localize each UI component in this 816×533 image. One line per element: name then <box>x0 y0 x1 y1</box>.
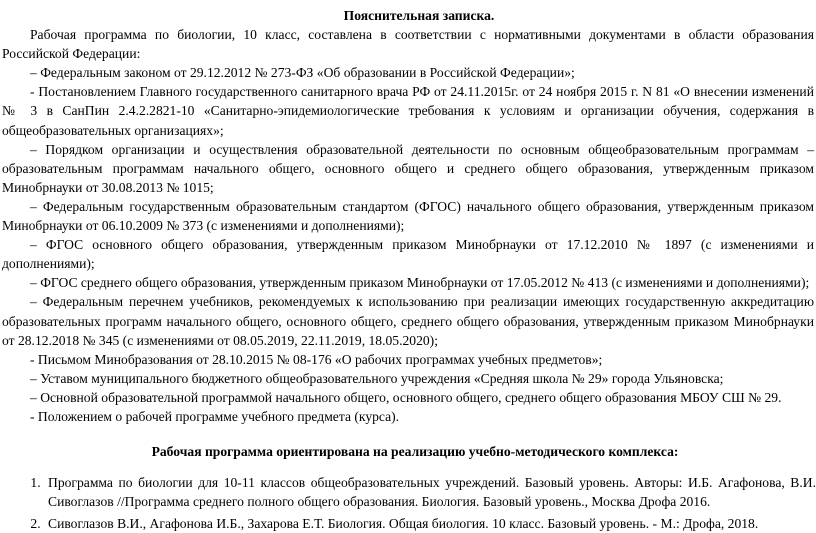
legal-basis-item: - Письмом Минобразования от 28.10.2015 № 08-176 «О рабочих программах учебных предметов»; <box>30 351 603 367</box>
legal-basis-item: – Основной образовательной программой начального общего, основного общего, среднего общего образования МБОУ СШ № 29. <box>30 389 782 405</box>
legal-basis-item: - Постановлением Главного государственного санитарного врача РФ от 24.11.2015г. от 24 ноября 2015 г. N 81 «О внесении изменений № 3 в СанПин 2.4.2.2821-10 «Санитарно-эпидемиологические требования к условиям и организации обучения, содержания в общеобразовательных организациях»; <box>2 84 814 138</box>
legal-basis-item: – Уставом муниципального бюджетного общеобразовательного учреждения «Средняя школа № 29» города Ульяновска; <box>30 370 724 386</box>
reference-list <box>0 473 816 533</box>
legal-basis-item: – Федеральным перечнем учебников, рекомендуемых к использованию при реализации имеющих государственную аккредитацию образовательных программ начального общего, основного общего, среднего общего образования, утвержденным приказом Минобрнауки от 28.12.2018 № 345 (с изменениями от 08.05.2019, 22.11.2019, 18.05.2020); <box>2 294 814 348</box>
legal-basis-item: – Федеральным законом от 29.12.2012 № 273-ФЗ «Об образовании в Российской Федерации»; <box>30 65 575 81</box>
reference-item: 2. Сивоглазов В.И., Агафонова И.Б., Захарова Е.Т. Биология. Общая биология. 10 класс. Базовый уровень. - М.: Дрофа, 2018. <box>44 514 816 533</box>
legal-basis-item: – Порядком организации и осуществления образовательной деятельности по основным общеобразовательным программам – образовательным программам начального общего, основного общего и среднего общего образования, утвержденным приказом Минобрнауки от 30.08.2013 № 1015; <box>2 141 814 195</box>
legal-basis-item: - Положением о рабочей программе учебного предмета (курса). <box>30 408 400 424</box>
legal-basis-item: – ФГОС среднего общего образования, утвержденным приказом Минобрнауки от 17.05.2012 № 413 (с изменениями и дополнениями); <box>30 275 810 291</box>
legal-basis-item: – ФГОС основного общего образования, утвержденным приказом Минобрнауки от 17.12.2010 № 1897 (с изменениями и дополнениями); <box>2 237 814 272</box>
section-subtitle: Рабочая программа ориентирована на реализацию учебно-методического комплекса: <box>151 444 679 460</box>
legal-basis-item: – Федеральным государственным образовательным стандартом (ФГОС) начального общего образования, утвержденным приказом Минобрнауки от 06.10.2009 № 373 (с изменениями и дополнениями); <box>2 198 814 234</box>
document-page <box>0 6 816 533</box>
intro-paragraph: Рабочая программа по биологии, 10 класс, составлена в соответствии с нормативными документами в области образования Российской Федерации: <box>2 27 814 62</box>
reference-item: 1. Программа по биологии для 10-11 классов общеобразовательных учреждений. Базовый уровень. Авторы: И.Б. Агафонова, В.И. Сивоглазов //Программа среднего полного общего образования. Биология. Базовый уровень., Москва Дрофа 2016. <box>44 473 816 511</box>
document-title: Пояснительная записка. <box>343 8 495 23</box>
